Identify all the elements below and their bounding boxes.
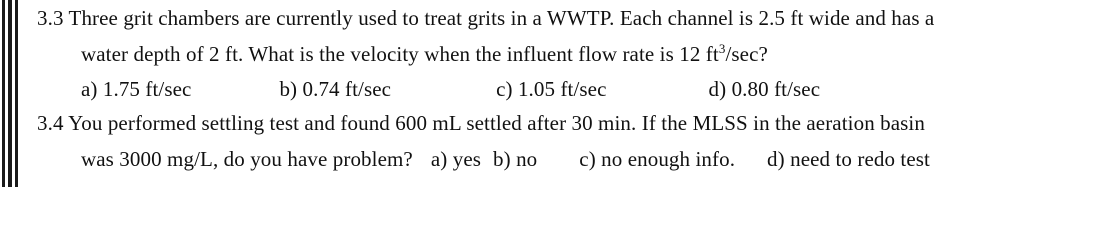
q33-option-c: c) 1.05 ft/sec <box>496 77 607 101</box>
q33-option-a: a) 1.75 ft/sec <box>81 77 192 101</box>
q34-option-b: b) no <box>493 147 538 171</box>
q33-line1: 3.3 Three grit chambers are currently used to treat grits in a WWTP. Each channel is 2.5 ft wide and has a <box>37 6 935 30</box>
q34-line2 <box>81 147 930 171</box>
q34-line2-text: was 3000 mg/L, do you have problem? <box>81 147 413 171</box>
margin-bar <box>8 0 12 187</box>
margin-bar <box>15 0 18 187</box>
q34-option-a: a) yes <box>430 147 482 171</box>
q34-line1: 3.4 You performed settling test and found 600 mL settled after 30 min. If the MLSS in the aeration basin <box>37 111 925 135</box>
q33-options <box>81 77 820 101</box>
q34-option-c: c) no enough info. <box>579 147 736 171</box>
q33-superscript: 3 <box>718 41 726 56</box>
q33-line2-text: water depth of 2 ft. What is the velocity when the influent flow rate is 12 ft <box>81 42 719 66</box>
q33-line2 <box>81 42 768 66</box>
q33-option-d: d) 0.80 ft/sec <box>708 77 821 101</box>
q34-option-d: d) need to redo test <box>767 147 930 171</box>
q33-line2-end: /sec? <box>725 42 768 66</box>
binder-margin <box>0 0 20 187</box>
q33-option-b: b) 0.74 ft/sec <box>279 77 392 101</box>
margin-bar <box>2 0 5 187</box>
